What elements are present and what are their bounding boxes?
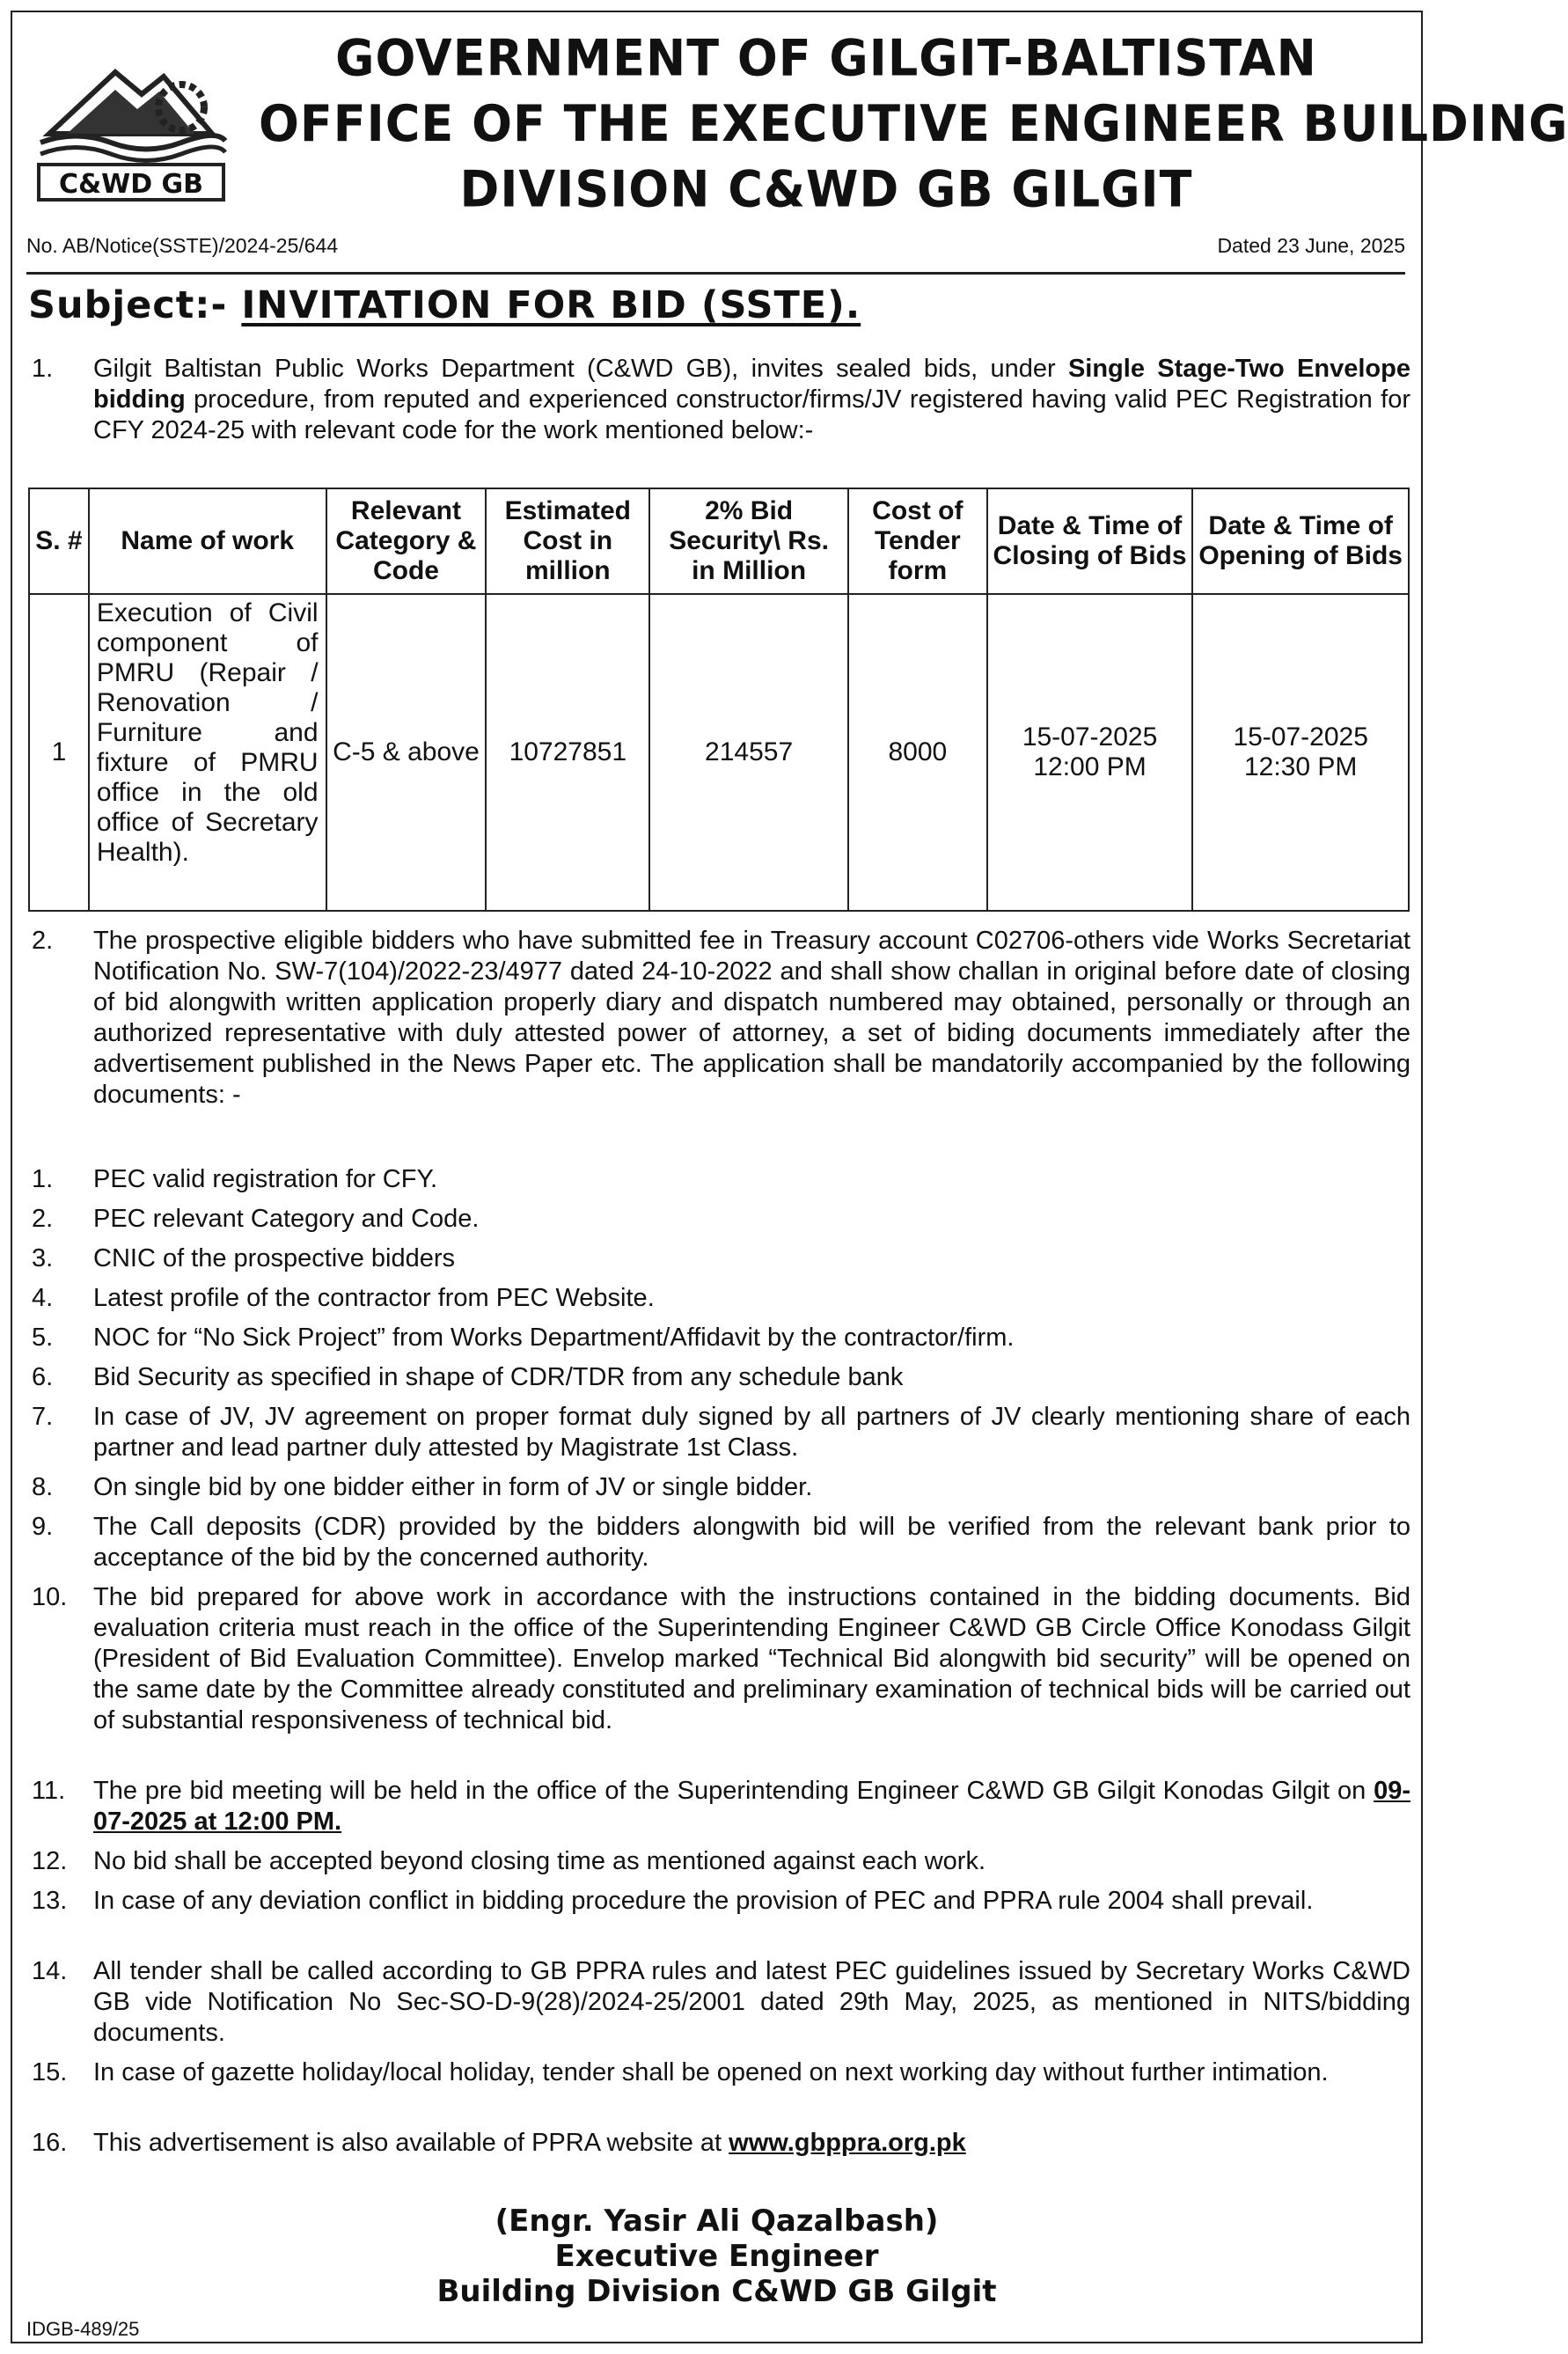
reference-number: No. AB/Notice(SSTE)/2024-25/644	[26, 233, 339, 257]
cell-tender-cost: 8000	[848, 594, 987, 911]
list-text: On single bid by one bidder either in form of JV or single bidder.	[93, 1473, 813, 1501]
list-text: Bid Security as specified in shape of CDR/TDR from any schedule bank	[93, 1363, 904, 1391]
paragraph-number: 2.	[32, 927, 54, 955]
heading-line-3: DIVISION C&WD GB GILGIT	[459, 159, 1193, 219]
letterhead	[12, 12, 1568, 224]
subject-prefix: Subject:-	[28, 283, 242, 327]
list-text: Latest profile of the contractor from PEC Website.	[93, 1284, 655, 1312]
opening-date: 15-07-2025	[1233, 722, 1368, 752]
logo-text: C&WD GB	[58, 169, 204, 200]
para1-text-c: procedure, from reputed and experienced constructor/firms/JV registered having valid PEC Registration for CFY 2024-25 with relevant code for the work mentioned below:-	[93, 385, 1410, 444]
list-text: NOC for “No Sick Project” from Works Department/Affidavit by the contractor/firm.	[93, 1324, 1015, 1352]
paragraph-text: The prospective eligible bidders who have submitted fee in Treasury account C02706-others vide Works Secretariat Notification No. SW-7(104)/2022-23/4977 dated 24-10-2022 and shall show challan in original before date of closing of bid alongwith written application properly diary and dispatch numbered may obtained, personally or through an authorized representative with duly attested power of attorney, a set of biding documents immediately after the advertisement published in the News Paper etc. The application shall be mandatorily accompanied by the following documents: -	[93, 927, 1410, 1109]
header-tender-cost: Cost of Tender form	[848, 488, 987, 594]
cell-sno: 1	[29, 594, 89, 911]
subject-line	[28, 283, 861, 327]
list-text: All tender shall be called according to GB PPRA rules and latest PEC guidelines issued by Secretary Works C&WD GB vide Notification No Sec-SO-D-9(28)/2024-25/2001 dated 29th May, 2025, as mentioned in NITS/bidding documents.	[93, 1957, 1410, 2047]
list-number: 15.	[32, 2058, 68, 2086]
list-text-main: The pre bid meeting will be held in the office of the Superintending Engineer C&WD GB Gilgit Konodas Gilgit on	[93, 1777, 1374, 1805]
header-closing: Date & Time of Closing of Bids	[987, 488, 1193, 594]
para1-text-bold: Single Stage-Two Envelope bidding	[93, 355, 1410, 414]
table-row	[29, 594, 1409, 911]
list-number: 14.	[32, 1957, 68, 1985]
paragraph-text	[93, 354, 1410, 446]
list-text: PEC relevant Category and Code.	[93, 1205, 480, 1233]
list-number: 13.	[32, 1887, 68, 1915]
list-text: PEC valid registration for CFY.	[93, 1165, 438, 1193]
cell-name-of-work: Execution of Civil component of PMRU (Repair / Renovation / Furniture and fixture of PMRU office in the old office of Secretary Health).	[89, 594, 326, 911]
works-table	[28, 488, 1410, 912]
cell-opening	[1192, 594, 1409, 911]
list-text: The bid prepared for above work in accordance with the instructions contained in the bidding documents. Bid evaluation criteria must reach in the office of the Superintending Engineer C&WD GB Circle Office Konodass Gilgit (President of Bid Evaluation Committee). Envelop marked “Technical Bid alongwith bid security” will be opened on the same date by the Committee already constituted and preliminary examination of technical bids will be carried out of substantial responsiveness of technical bid.	[93, 1583, 1410, 1734]
list-number: 12.	[32, 1847, 68, 1875]
list-number: 1.	[32, 1165, 54, 1193]
list-number: 2.	[32, 1205, 54, 1233]
opening-time: 12:30 PM	[1243, 752, 1358, 781]
list-text: In case of JV, JV agreement on proper format duly signed by all partners of JV clearly mentioning share of each partner and lead partner duly attested by Magistrate 1st Class.	[93, 1403, 1410, 1462]
reference-date: Dated 23 June, 2025	[1217, 233, 1405, 257]
list-text: In case of any deviation conflict in bidding procedure the provision of PEC and PPRA rule 2004 shall prevail.	[93, 1887, 1314, 1915]
subject-title: INVITATION FOR BID (SSTE).	[241, 283, 861, 327]
list-number: 10.	[32, 1583, 68, 1611]
signatory-name: (Engr. Yasir Ali Qazalbash)	[495, 2204, 939, 2239]
reference-line	[26, 228, 1405, 275]
list-text: The Call deposits (CDR) provided by the bidders alongwith bid will be verified from the relevant bank prior to acceptance of the bid by the concerned authority.	[93, 1513, 1410, 1572]
cell-estimated-cost: 10727851	[486, 594, 649, 911]
cell-closing	[987, 594, 1193, 911]
signature-block	[12, 2204, 1421, 2309]
header-name-of-work: Name of work	[89, 488, 326, 594]
signatory-designation: Executive Engineer	[554, 2239, 879, 2274]
signatory-office: Building Division C&WD GB Gilgit	[436, 2274, 997, 2309]
office-heading	[259, 26, 1568, 223]
header-opening: Date & Time of Opening of Bids	[1192, 488, 1409, 594]
header-category: Relevant Category & Code	[326, 488, 487, 594]
list-number: 16.	[32, 2129, 68, 2157]
list-number: 11.	[32, 1777, 66, 1805]
list-text-main: This advertisement is also available of PPRA website at	[93, 2129, 729, 2157]
notice-page	[11, 11, 1568, 2343]
table-header-row	[29, 488, 1409, 594]
footer-code: IDGB-489/25	[26, 2318, 140, 2340]
heading-line-1: GOVERNMENT OF GILGIT-BALTISTAN	[335, 28, 1317, 88]
pre-bid-date: 09-07-2025 at 12:00 PM.	[93, 1777, 1410, 1836]
list-text: No bid shall be accepted beyond closing time as mentioned against each work.	[93, 1847, 985, 1875]
list-number: 6.	[32, 1363, 54, 1391]
header-estimated-cost: Estimated Cost in million	[486, 488, 649, 594]
list-text	[93, 1776, 1410, 1837]
list-number: 7.	[32, 1403, 54, 1431]
list-number: 9.	[32, 1513, 54, 1541]
paragraph-number: 1.	[32, 355, 54, 383]
closing-time: 12:00 PM	[1033, 752, 1147, 781]
para1-text-a: Gilgit Baltistan Public Works Department (C&WD GB), invites sealed bids, under	[93, 355, 1068, 383]
header-sno: S. #	[29, 488, 89, 594]
list-text: In case of gazette holiday/local holiday, tender shall be opened on next working day without further intimation.	[93, 2058, 1329, 2086]
closing-date: 15-07-2025	[1022, 722, 1158, 752]
heading-line-2: OFFICE OF THE EXECUTIVE ENGINEER BUILDING	[259, 94, 1568, 153]
cell-category: C-5 & above	[326, 594, 487, 911]
cwd-gb-logo	[32, 37, 230, 204]
list-number: 5.	[32, 1324, 54, 1352]
list-number: 4.	[32, 1284, 54, 1312]
header-bid-security: 2% Bid Security\ Rs. in Million	[649, 488, 848, 594]
list-number: 8.	[32, 1473, 54, 1501]
website-link[interactable]: www.gbppra.org.pk	[729, 2129, 966, 2157]
cell-bid-security: 214557	[649, 594, 848, 911]
list-text	[93, 2128, 1410, 2159]
list-number: 3.	[32, 1244, 54, 1272]
list-text: CNIC of the prospective bidders	[93, 1244, 456, 1272]
